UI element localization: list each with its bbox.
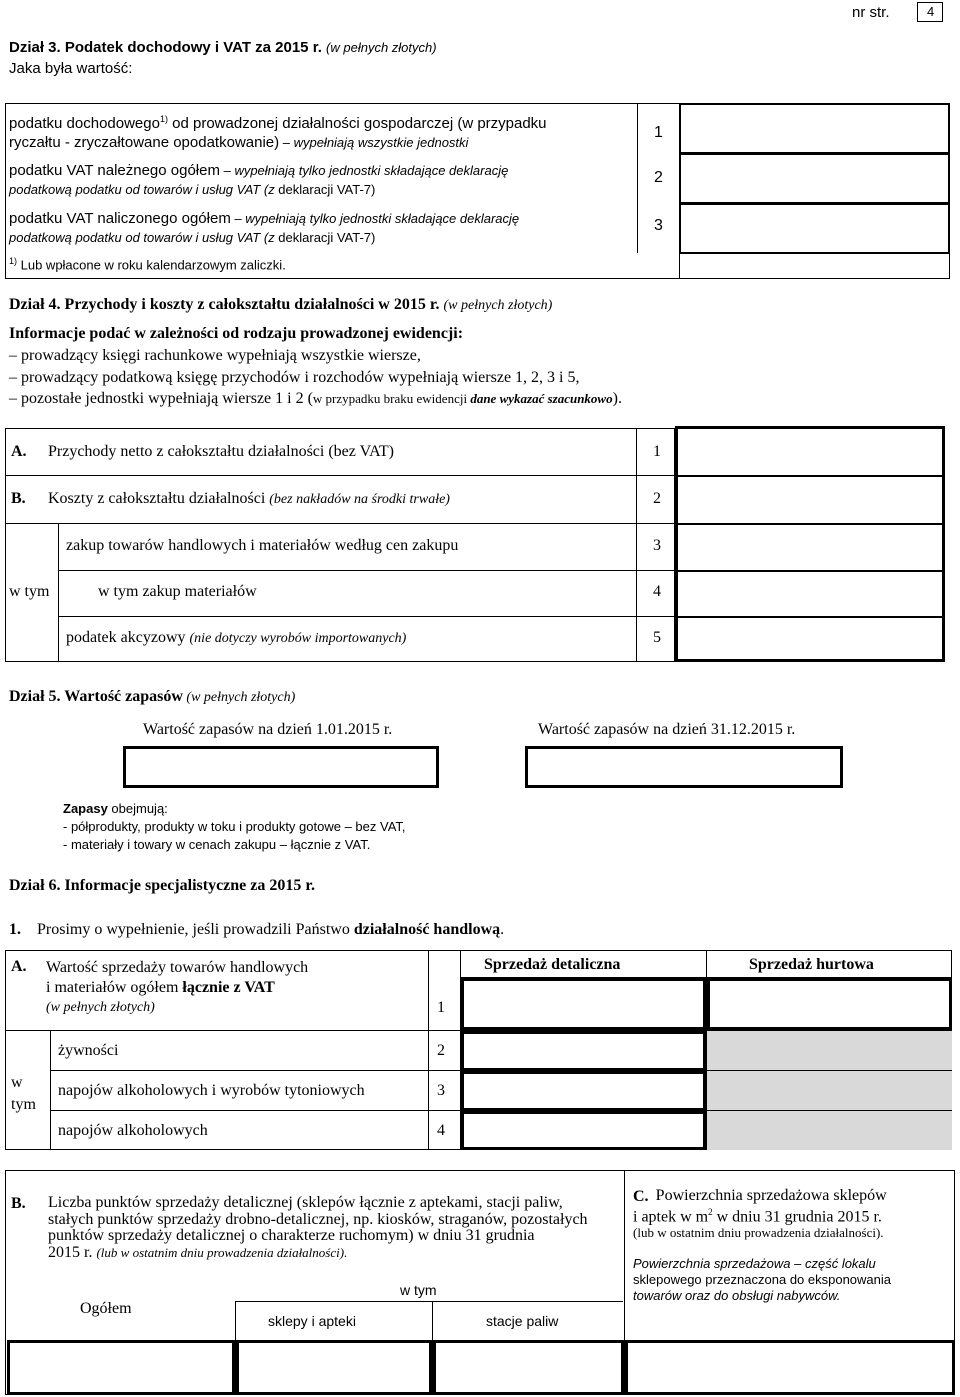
dzial6-title: Dział 6. Informacje specjalistyczne za 2015 r. — [9, 877, 315, 894]
row4-input[interactable] — [678, 572, 942, 614]
text: Dział 5. — [9, 688, 65, 705]
b-letter: B. — [11, 1195, 26, 1212]
page-number: 4 — [927, 4, 935, 19]
dzial4-bullets — [9, 345, 622, 410]
note-line: - materiały i towary w cenach zakupu – łącznie z VAT. — [63, 837, 371, 852]
c-letter: C. — [633, 1188, 649, 1205]
c-definition — [633, 1256, 891, 1304]
rowB-num: 2 — [653, 490, 661, 507]
text: (lub w ostatnim dniu prowadzenia działalności). — [96, 1244, 348, 1260]
dzial3-row3-input[interactable] — [680, 204, 949, 253]
r4-label: napojów alkoholowych — [58, 1122, 208, 1139]
b-stacje-input[interactable] — [433, 1340, 624, 1395]
text: podatku dochodowego — [9, 115, 160, 132]
dzial3-row3-num: 3 — [654, 217, 663, 234]
dzial3-row1-num: 1 — [654, 124, 663, 141]
a-detal-input[interactable] — [461, 978, 706, 1030]
note: – wypełniają wszystkie jednostki — [279, 135, 469, 150]
note: – wypełniają tylko jednostki składające deklarację — [230, 211, 520, 226]
text: podatku VAT naliczonego ogółem — [9, 210, 231, 227]
note: (nie dotyczy wyrobów importowanych) — [189, 631, 407, 646]
b-ogolem-label: Ogółem — [80, 1300, 132, 1317]
text: stałych punktów sprzedaży drobno-detalicznej, np. kiosków, straganów, pozostałych — [48, 1210, 588, 1228]
text: Przychody netto z całokształtu działalności (bez VAT) — [48, 443, 394, 460]
page-number-label: nr str. — [852, 4, 890, 21]
dzial3-row-line — [680, 253, 950, 254]
bullet-item: – prowadzący księgi rachunkowe wypełniają wszystkie wiersze, — [9, 347, 421, 364]
rowA-letter: A. — [11, 443, 27, 460]
c-label — [633, 1188, 953, 1241]
dzial3-footnote — [9, 256, 286, 272]
dzial5-units: (w pełnych złotych) — [182, 690, 296, 705]
dzial3-title — [9, 39, 437, 56]
note: podatkową podatku od towarów i usług VAT (z — [9, 182, 275, 197]
text: Prosimy o wypełnienie, jeśli prowadzili Państwo — [37, 921, 354, 938]
r4-num: 4 — [437, 1122, 445, 1139]
r4-hurt-disabled — [707, 1111, 952, 1150]
text: łącznie z VAT — [182, 979, 275, 996]
b-label — [48, 1195, 623, 1261]
rowA-num: 1 — [653, 443, 661, 460]
text: i materiałów ogółem — [46, 979, 183, 996]
b-ogolem-input[interactable] — [7, 1340, 235, 1395]
text: ryczałtu - zryczałtowane opodatkowanie) — [9, 134, 280, 151]
dzial4-units: (w pełnych złotych) — [443, 298, 553, 313]
text: 2015 r. — [48, 1243, 97, 1261]
dzial4-title — [9, 296, 552, 314]
text: dane wykazać szacunkowo — [470, 391, 613, 406]
text: pozostałe jednostki wypełniają wiersze 1 i 2 ( — [21, 390, 313, 407]
text: towarów oraz do obsługi nabywców. — [633, 1288, 841, 1303]
r4-detal-input[interactable] — [461, 1111, 706, 1150]
text: w — [11, 1074, 23, 1091]
text: Powierzchnia sprzedażowa sklepów — [655, 1187, 887, 1204]
q1-num: 1. — [9, 921, 21, 938]
footnote-ref: 1) — [9, 256, 18, 266]
bullet-item: – prowadzący podatkową księgę przychodów i rozchodów wypełniają wiersze 1, 2, 3 i 5, — [9, 368, 580, 386]
b-sklepy-input[interactable] — [236, 1340, 432, 1395]
text: prowadzący księgi rachunkowe wypełniają wszystkie wiersze, — [21, 347, 421, 364]
a-wtym-label — [11, 1072, 36, 1116]
dzial3-num-divider — [637, 103, 638, 253]
text: w dniu 31 grudnia 2015 r. — [712, 1208, 882, 1226]
a-num: 1 — [437, 999, 445, 1016]
row5-label — [66, 629, 406, 647]
r3-detal-input[interactable] — [461, 1071, 706, 1111]
dzial4-wtym-divider — [58, 523, 59, 662]
text: Powierzchnia sprzedażowa – część lokalu — [633, 1256, 876, 1271]
text: Liczba punktów sprzedaży detalicznej (sklepów łącznie z aptekami, stacji paliw, — [48, 1194, 563, 1211]
b-wtym-label: w tym — [400, 1282, 437, 1298]
text: w przypadku braku ewidencji — [312, 391, 471, 406]
dzial4-num-divider — [636, 428, 637, 662]
dzial3-question: Jaka była wartość: — [9, 60, 133, 77]
r2-detal-input[interactable] — [461, 1031, 706, 1071]
text: Wartość zapasów — [64, 688, 183, 705]
dzial3-row3-label — [9, 209, 629, 247]
dzial5-note — [63, 800, 406, 854]
dzial3-title-text: Dział 3. Podatek dochodowy i VAT za 2015 r. — [9, 39, 322, 56]
a-letter: A. — [11, 958, 27, 975]
r2-label: żywności — [58, 1042, 119, 1059]
note: podatkową podatku od towarów i usług VAT (z — [9, 230, 275, 245]
stock-end-label: Wartość zapasów na dzień 31.12.2015 r. — [538, 721, 796, 738]
a-num-divider — [428, 950, 429, 1150]
superscript: 2 — [708, 1207, 713, 1217]
text: podatek akcyzowy — [66, 629, 186, 646]
text: tym — [11, 1096, 36, 1113]
r2-num: 2 — [437, 1042, 445, 1059]
rowB-label — [48, 490, 450, 508]
text: ). — [612, 390, 622, 407]
rowB-letter: B. — [11, 490, 26, 507]
row5-input[interactable] — [678, 618, 942, 659]
row4-num: 4 — [653, 583, 661, 600]
col-hurt-header: Sprzedaż hurtowa — [749, 956, 874, 973]
dzial4-row-line — [5, 475, 675, 476]
text: obejmują: — [107, 801, 168, 816]
stock-start-label: Wartość zapasów na dzień 1.01.2015 r. — [143, 721, 393, 738]
row4-label: w tym zakup materiałów — [98, 583, 257, 600]
dzial3-row1-label — [9, 110, 629, 152]
row3-label: zakup towarów handlowych i materiałów według cen zakupu — [66, 537, 459, 554]
r3-hurt-disabled — [707, 1071, 952, 1110]
col-detal-header: Sprzedaż detaliczna — [484, 956, 621, 973]
text: podatku VAT należnego ogółem — [9, 162, 220, 179]
r3-num: 3 — [437, 1082, 445, 1099]
footnote-ref: 1) — [159, 114, 168, 124]
b-stacje-label: stacje paliw — [486, 1313, 559, 1329]
text: i aptek w m — [633, 1208, 709, 1226]
dzial5-title — [9, 688, 295, 706]
note: deklaracji VAT-7) — [274, 182, 376, 197]
stock-end-input[interactable] — [525, 746, 843, 788]
a-wtym-divider — [50, 1030, 51, 1150]
text: od prowadzonej działalności gospodarczej (w przypadku — [167, 115, 547, 132]
note: (bez nakładów na środki trwałe) — [269, 492, 450, 507]
dzial3-units: (w pełnych złotych) — [326, 40, 437, 55]
note-line: - półprodukty, produkty w toku i produkty gotowe – bez VAT, — [63, 819, 406, 834]
text: działalność handlową — [353, 921, 501, 938]
dzial4-info: Informacje podać w zależności od rodzaju prowadzonej ewidencji: — [9, 325, 464, 342]
text: Koszty z całokształtu działalności — [48, 490, 266, 507]
dzial6-q1 — [9, 921, 504, 939]
text: . — [500, 921, 505, 938]
dzial3-row2-num: 2 — [654, 169, 663, 186]
rowA-label — [48, 443, 394, 461]
rowA-input[interactable] — [678, 429, 942, 473]
text: prowadzący podatkową księgę przychodów i rozchodów wypełniają wiersze 1, 2, 3 i 5, — [21, 368, 580, 386]
text: sklepowego przeznaczona do eksponowania — [633, 1272, 892, 1287]
wtym-label: w tym — [9, 583, 50, 600]
note: – wypełniają tylko jednostki składające deklarację — [219, 163, 509, 178]
b-sklepy-label: sklepy i apteki — [268, 1313, 356, 1329]
row3-num: 3 — [653, 537, 661, 554]
text: Zapasy — [63, 801, 108, 816]
dzial3-row1-input[interactable] — [680, 104, 949, 153]
dzial4-row-line — [58, 616, 675, 617]
a-label — [46, 958, 308, 1018]
dzial3-row2-input[interactable] — [680, 154, 949, 203]
bullet-item: – pozostałe jednostki wypełniają wiersze 1 i 2 (w przypadku braku ewidencji dane wykazać szacunkowo). — [9, 390, 622, 407]
text: (w pełnych złotych) — [46, 1000, 155, 1015]
b-wtym-line — [235, 1301, 623, 1302]
dzial3-row2-label — [9, 161, 629, 199]
dzial4-title-text: Dział 4. Przychody i koszty z całokształtu działalności w 2015 r. — [9, 296, 440, 313]
dzial4-row-line — [58, 570, 675, 571]
row3-input[interactable] — [678, 525, 942, 568]
text: Wartość sprzedaży towarów handlowych — [46, 959, 309, 976]
text: Lub wpłacone w roku kalendarzowym zaliczki. — [17, 257, 286, 273]
r2-hurt-disabled — [707, 1031, 952, 1070]
note: deklaracji VAT-7) — [274, 230, 376, 245]
dzial4-row-line — [5, 523, 675, 524]
rowB-input[interactable] — [678, 477, 942, 521]
c-area-input[interactable] — [625, 1340, 955, 1395]
a-hurt-input[interactable] — [707, 978, 952, 1030]
text: punktów sprzedaży detalicznej o charakterze ruchomym) w dniu 31 grudnia — [48, 1227, 535, 1244]
r3-label: napojów alkoholowych i wyrobów tytoniowych — [58, 1082, 365, 1099]
page-number-box — [917, 2, 943, 22]
row5-num: 5 — [653, 629, 661, 646]
text: (lub w ostatnim dniu prowadzenia działalności). — [633, 1225, 884, 1241]
stock-start-input[interactable] — [123, 746, 439, 788]
